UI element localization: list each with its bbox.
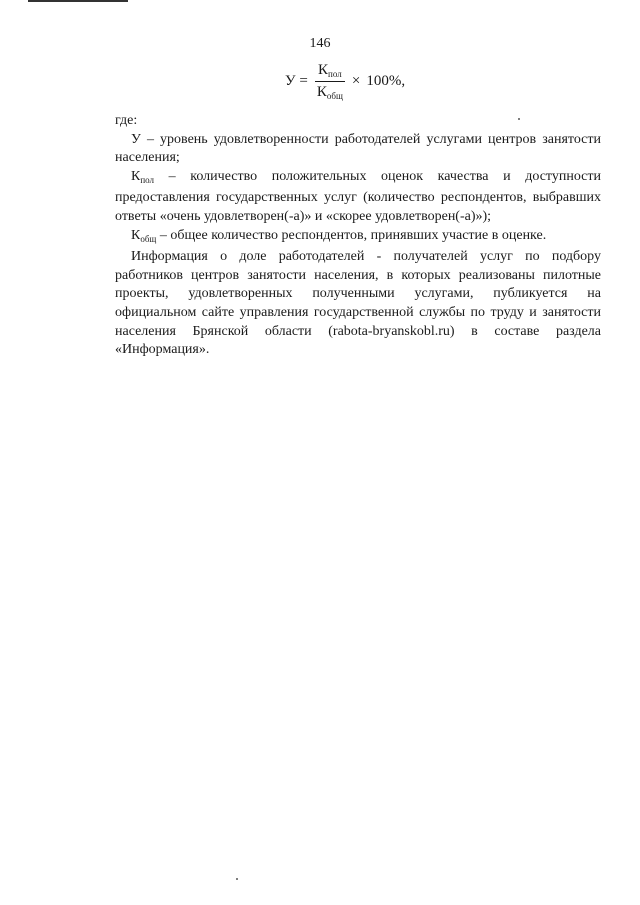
formula-fraction [314, 62, 346, 101]
denominator-symbol: К [316, 84, 327, 100]
formula-lhs: У = [285, 73, 308, 89]
formula-percent: 100%, [366, 73, 406, 89]
denominator-subscript: общ [326, 91, 343, 101]
kpol-symbol: К [131, 168, 141, 184]
scan-speck [518, 118, 520, 120]
kobsh-symbol: К [131, 227, 141, 243]
scan-speck [236, 878, 238, 880]
kobsh-subscript: общ [140, 233, 157, 244]
formula-times: × [351, 73, 361, 89]
satisfaction-formula [285, 62, 405, 101]
information-paragraph: Информация о доле работодателей - получателей услуг по подбору работников центров занятости населения, в которых реализованы пилотные проекты, удовлетворенных полученными услугами, публикуется на официальном сайте управления государственной службы по труду и занятости населения Брянской области (rabota-bryanskobl.ru) в составе раздела «Информация». [115, 249, 601, 358]
kpol-text: – количество положительных оценок качества и доступности предоставления государственных услуг (количество респондентов, выбравших ответы «очень удовлетворен(-а)» и «скорее удовлетворен(-а)»); [115, 168, 601, 224]
where-label: где: [115, 113, 138, 128]
numerator-subscript: пол [328, 69, 342, 79]
formula-numerator [315, 62, 345, 82]
kobsh-text: – общее количество респондентов, принявших участие в оценке. [156, 227, 547, 243]
definition-kpol [115, 168, 601, 227]
definition-kobsh [115, 227, 601, 249]
scan-edge-line [28, 0, 128, 2]
kpol-subscript: пол [140, 174, 155, 185]
formula-denominator [314, 82, 346, 101]
definition-u: У – уровень удовлетворенности работодателей услугами центров занятости населения; [115, 131, 601, 166]
numerator-symbol: К [318, 62, 329, 78]
document-body [115, 112, 601, 360]
page-number: 146 [309, 36, 331, 51]
